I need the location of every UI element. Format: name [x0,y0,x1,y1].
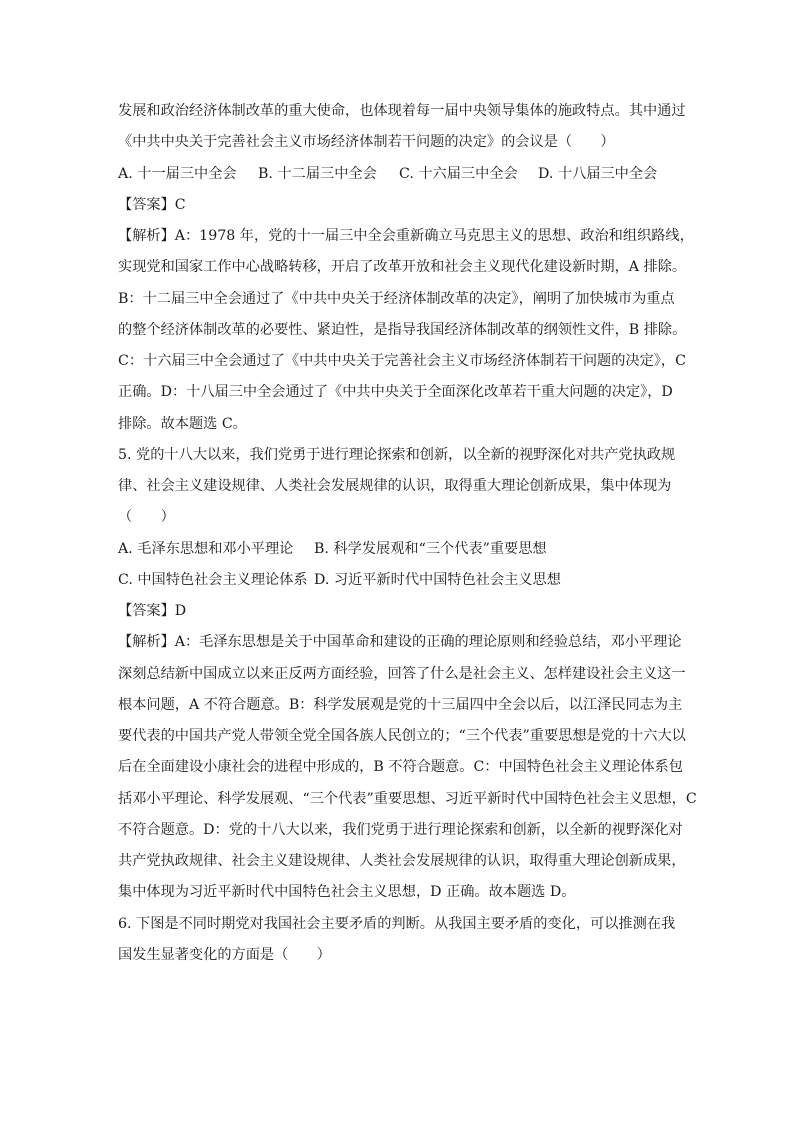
q6-stem-line: 6. 下图是不同时期党对我国社会主要矛盾的判断。从我国主要矛盾的变化，可以推测在我 [118,915,676,932]
q5-analysis-line: 【解析】A：毛泽东思想是关于中国革命和建设的正确的理论原则和经验总结，邓小平理论 [118,634,682,651]
q4-analysis-line: 实现党和国家工作中心战略转移，开启了改革开放和社会主义现代化建设新时期，A 排除。 [118,259,687,276]
q5-answer: 【答案】D [118,603,187,619]
text-line: 发展和政治经济体制改革的重大使命，也体现着每一届中央领导集体的施政特点。其中通过 [118,103,686,119]
q5-stem-line: 律、社会主义建设规律、人类社会发展规律的认识，取得重大理论创新成果，集中体现为 [118,478,672,494]
text-line: 《中共中央关于完善社会主义市场经济体制若干问题的决定》的会议是（ ） [118,134,615,151]
q4-analysis-line: 【解析】A：1978 年，党的十一届三中全会重新确立马克思主义的思想、政治和组织路线， [118,228,694,244]
q4-option-a: A. 十一届三中全会 [118,165,237,182]
q5-analysis-line: 共产党执政规律、社会主义建设规律、人类社会发展规律的认识，取得重大理论创新成果， [118,853,686,869]
q5-analysis-line: 深刻总结新中国成立以来正反两方面经验，回答了什么是社会主义、怎样建设社会主义这一 [118,665,686,682]
q4-option-c: C. 十六届三中全会 [399,165,518,182]
q5-option-c: C. 中国特色社会主义理论体系 [118,571,308,588]
q4-analysis-line: 正确。D：十八届三中全会通过了《中共中央关于全面深化改革若干重大问题的决定》，D [118,384,673,401]
q5-option-a: A. 毛泽东思想和邓小平理论 [118,540,294,557]
q4-options [118,159,693,190]
q5-analysis-line: 根本问题，A 不符合题意。B：科学发展观是党的十三届四中全会以后，以江泽民同志为主 [118,696,683,713]
q4-option-b: B. 十二届三中全会 [258,165,377,182]
q4-analysis-line: 的整个经济体制改革的必要性、紧迫性，是指导我国经济体制改革的纲领性文件，B 排除。 [118,321,687,338]
q5-options-row-2 [118,565,693,596]
q5-analysis-line: 要代表的中国共产党人带领全党全国各族人民创立的；“三个代表”重要思想是党的十六大以 [118,728,686,744]
document-page [118,96,697,971]
q6-stem-line: 国发生显著变化的方面是（ ） [118,946,331,963]
q5-analysis-line: 括邓小平理论、科学发展观、“三个代表”重要思想、习近平新时代中国特色社会主义思想，C [118,790,697,807]
q4-analysis-line: B：十二届三中全会通过了《中共中央关于经济体制改革的决定》，阐明了加快城市为重点 [118,290,675,307]
q5-analysis-line: 集中体现为习近平新时代中国特色社会主义思想，D 正确。故本题选 D。 [118,884,576,901]
q4-analysis-line: C：十六届三中全会通过了《中共中央关于完善社会主义市场经济体制若干问题的决定》，C [118,353,686,369]
q5-analysis-line: 后在全面建设小康社会的进程中形成的，B 不符合题意。C：中国特色社会主义理论体系包 [118,759,683,776]
q5-option-b: B. 科学发展观和“三个代表”重要思想 [314,540,547,557]
q4-analysis-line: 排除。故本题选 C。 [118,415,247,432]
q4-answer: 【答案】C [118,196,186,213]
q5-option-d: D. 习近平新时代中国特色社会主义思想 [314,571,561,588]
q5-options-row-1 [118,534,693,565]
q4-option-d: D. 十八届三中全会 [538,165,658,182]
q5-stem-line: 5. 党的十八大以来，我们党勇于进行理论探索和创新，以全新的视野深化对共产党执政规 [118,446,676,463]
q5-analysis-line: 不符合题意。D：党的十八大以来，我们党勇于进行理论探索和创新，以全新的视野深化对 [118,821,683,838]
q5-stem-line: （ ） [118,509,175,526]
